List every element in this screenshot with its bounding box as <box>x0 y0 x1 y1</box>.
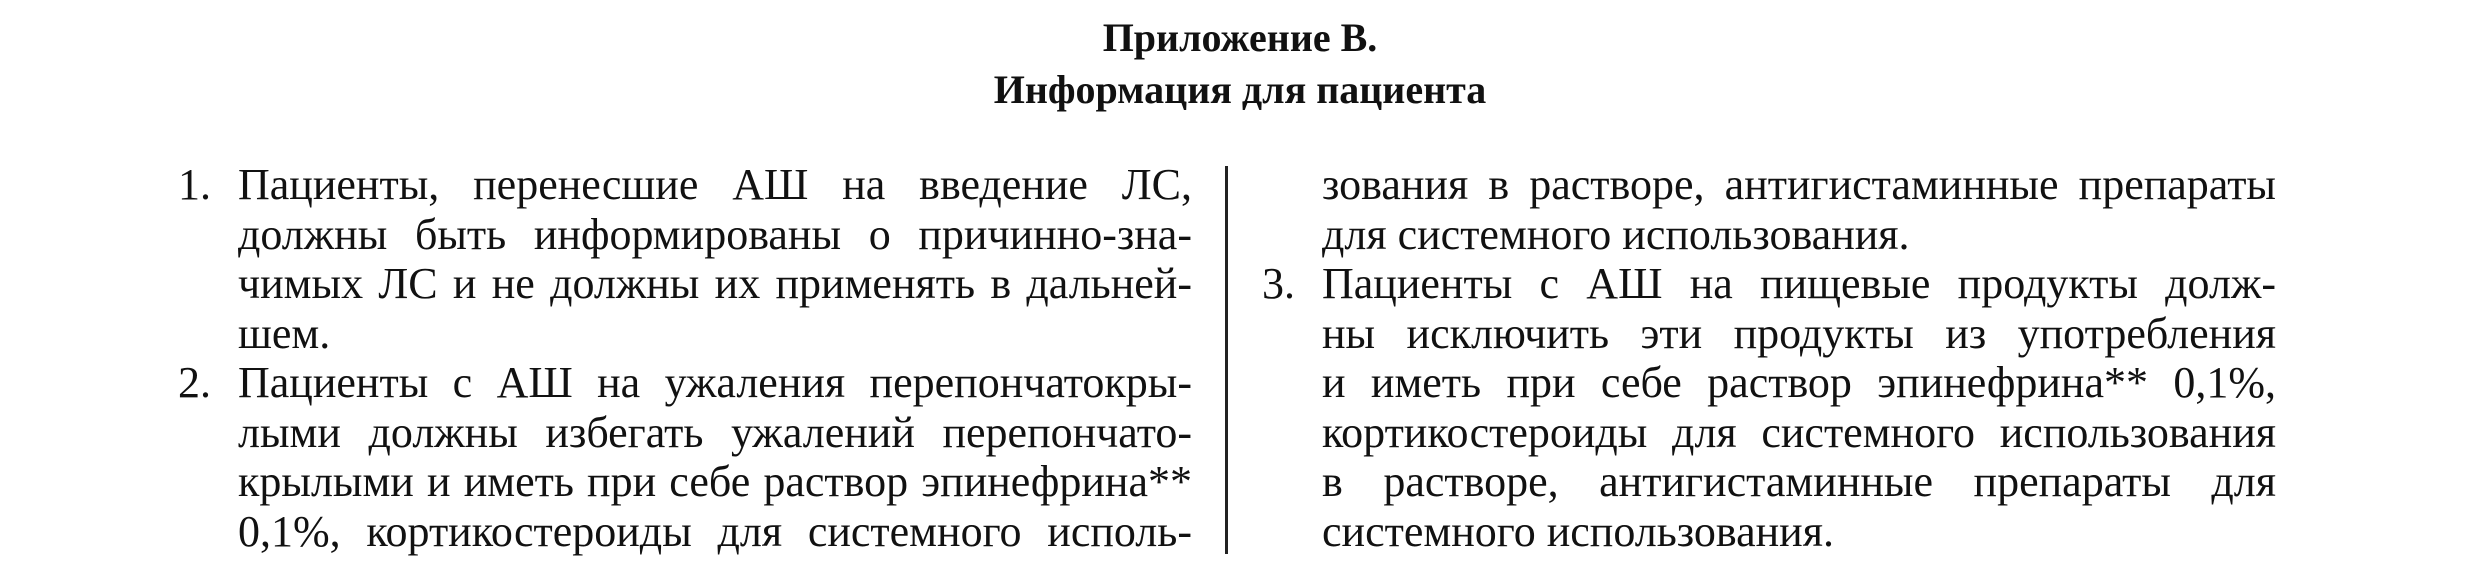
text-line <box>1262 358 2276 408</box>
line-text: крылыми и иметь при себе раствор эпинефрина** <box>238 457 1192 506</box>
text-line <box>1262 408 2276 458</box>
list-number: 1. <box>178 160 211 209</box>
text-line <box>178 309 1192 359</box>
text-line <box>1262 309 2276 359</box>
line-text: кортикостероиды для системного использования <box>1322 407 2276 457</box>
list-number: 2. <box>178 358 211 407</box>
list-number: 3. <box>1262 259 1295 308</box>
line-text: 0,1%, кортикостероиды для системного исполь- <box>238 506 1192 556</box>
text-line <box>178 408 1192 458</box>
line-text: чимых ЛС и не должны их применять в дальней- <box>238 259 1192 308</box>
text-line <box>178 259 1192 309</box>
column-divider <box>1225 166 1228 554</box>
text-line <box>178 210 1192 260</box>
line-text: Пациенты с АШ на ужаления перепончатокры- <box>238 358 1192 407</box>
appendix-subtitle: Информация для пациента <box>993 67 1487 112</box>
text-line <box>1262 507 2276 557</box>
text-line <box>1262 210 2276 260</box>
line-text: шем. <box>238 308 331 358</box>
text-line <box>1262 457 2276 507</box>
right-column <box>1262 160 2276 556</box>
line-text: лыми должны избегать ужалений перепончато- <box>238 407 1192 457</box>
text-line <box>1262 259 2276 309</box>
text-line <box>178 358 1192 408</box>
appendix-title: Приложение В. <box>1102 15 1378 60</box>
line-text: Пациенты с АШ на пищевые продукты долж- <box>1322 259 2276 308</box>
text-line <box>178 457 1192 507</box>
text-line <box>178 160 1192 210</box>
line-text: должны быть информированы о причинно-зна- <box>238 209 1192 259</box>
text-line <box>178 507 1192 557</box>
line-text: системного использования. <box>1322 506 1834 556</box>
line-text: в растворе, антигистаминные препараты для <box>1322 457 2276 506</box>
line-text: зования в растворе, антигистаминные препараты <box>1322 160 2276 209</box>
line-text: ны исключить эти продукты из употребления <box>1322 308 2276 358</box>
left-column <box>178 160 1192 556</box>
line-text: Пациенты, перенесшие АШ на введение ЛС, <box>238 160 1192 209</box>
text-line <box>1262 160 2276 210</box>
line-text: для системного использования. <box>1322 209 1910 259</box>
line-text: и иметь при себе раствор эпинефрина** 0,1%, <box>1322 358 2276 407</box>
